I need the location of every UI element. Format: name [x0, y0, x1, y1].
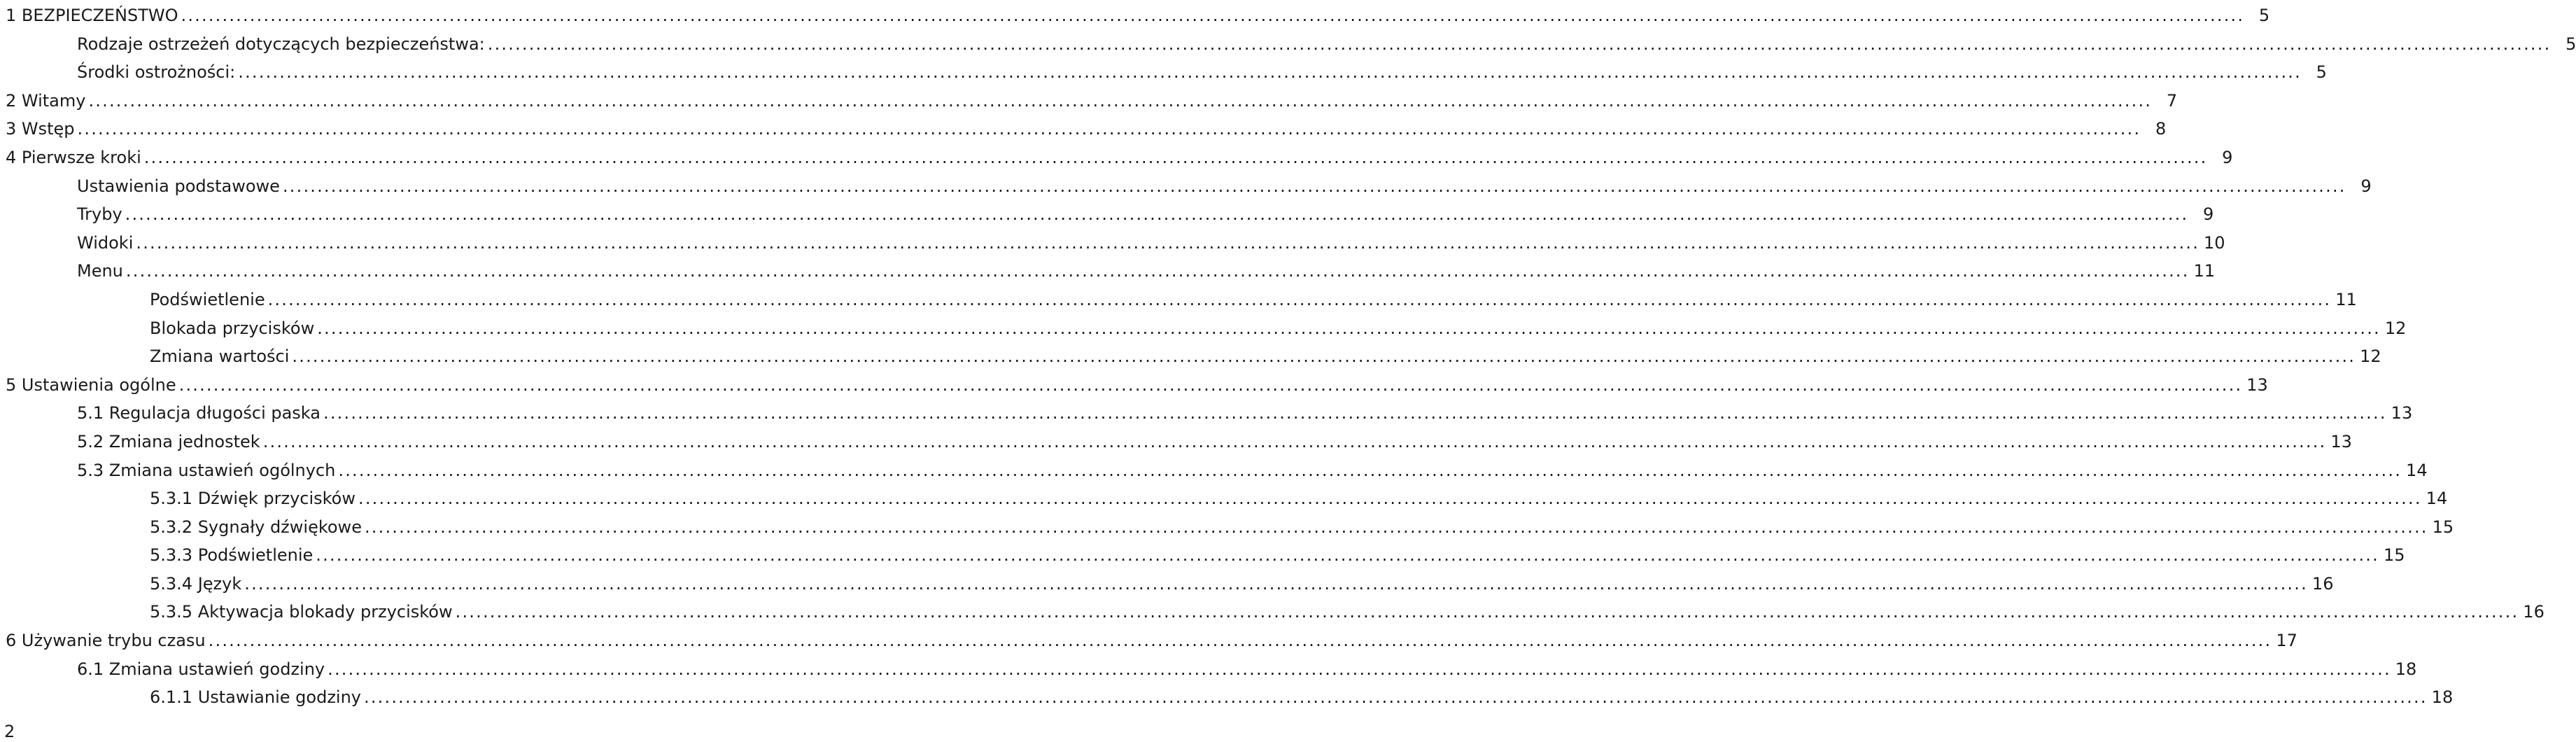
toc-dot-leader: ............................................................................................................................................................................................................................................................................................................: [178, 374, 2243, 395]
toc-entry[interactable]: [6, 570, 2334, 598]
toc-entry-page: 18: [2431, 687, 2454, 708]
toc-entry-page: 14: [2426, 489, 2448, 509]
toc-entry-page: 7: [2166, 90, 2178, 111]
toc-entry[interactable]: [6, 257, 2216, 286]
toc-entry-title: 5.3.1 Dźwięk przycisków: [150, 489, 356, 509]
toc-entry-page: 17: [2276, 631, 2297, 651]
toc-dot-leader: ............................................................................................................................................................................................................................................................................................................: [364, 517, 2428, 537]
toc-dot-leader: ............................................................................................................................................................................................................................................................................................................: [77, 119, 2141, 139]
toc-entry-title: Tryby: [77, 204, 122, 225]
toc-entry[interactable]: [6, 428, 2352, 456]
toc-dot-leader: ............................................................................................................................................................................................................................................................................................................: [244, 573, 2308, 594]
toc-dot-leader: ............................................................................................................................................................................................................................................................................................................: [125, 261, 2190, 281]
toc-entry[interactable]: [6, 683, 2454, 712]
toc-entry-title: Zmiana wartości: [150, 346, 290, 367]
toc-entry[interactable]: [6, 342, 2381, 371]
toc-entry-title: 5.3.4 Język: [150, 573, 242, 594]
toc-entry-page: 5: [2566, 34, 2576, 54]
toc-entry[interactable]: [6, 115, 2167, 144]
toc-dot-leader: ............................................................................................................................................................................................................................................................................................................: [323, 403, 2387, 424]
toc-dot-leader: ............................................................................................................................................................................................................................................................................................................: [262, 431, 2327, 451]
toc-entry-page: 16: [2311, 573, 2334, 594]
toc-entry-title: 5.1 Regulacja długości paska: [77, 403, 321, 424]
toc-entry-page: 11: [2193, 261, 2216, 281]
toc-entry-title: Środki ostrożności:: [77, 62, 236, 83]
toc-entry-title: Blokada przycisków: [150, 318, 315, 338]
toc-entry-title: 2 Witamy: [6, 90, 86, 111]
toc-entry[interactable]: [6, 456, 2428, 485]
toc-entry[interactable]: [6, 513, 2454, 542]
toc-entry[interactable]: [6, 598, 2545, 626]
toc-entry-title: 5.3.5 Aktywacja blokady przycisków: [150, 602, 453, 622]
toc-entry-page: 8: [2155, 119, 2167, 139]
toc-entry-title: Rodzaje ostrzeżeń dotyczących bezpieczeństwa:: [77, 34, 485, 54]
toc-dot-leader: ............................................................................................................................................................................................................................................................................................................: [487, 34, 2552, 54]
toc-entry-title: Menu: [77, 261, 123, 281]
toc-entry[interactable]: [6, 87, 2178, 115]
toc-entry[interactable]: [6, 200, 2214, 229]
toc-entry-title: 3 Wstęp: [6, 119, 75, 139]
toc-entry-page: 15: [2383, 545, 2405, 566]
toc-entry-page: 18: [2395, 659, 2417, 679]
toc-entry-title: 1 BEZPIECZEŃSTWO: [6, 6, 178, 25]
toc-entry-page: 5: [2258, 6, 2270, 25]
toc-dot-leader: ............................................................................................................................................................................................................................................................................................................: [316, 545, 2379, 566]
toc-dot-leader: ............................................................................................................................................................................................................................................................................................................: [338, 460, 2402, 480]
toc-entry-page: 12: [2360, 346, 2381, 367]
toc-entry-title: Podświetlenie: [150, 289, 265, 309]
toc-entry-title: 5.3 Zmiana ustawień ogólnych: [77, 460, 336, 480]
toc-entry[interactable]: [6, 399, 2413, 428]
toc-entry-page: 14: [2406, 460, 2428, 480]
toc-entry-title: Ustawienia podstawowe: [77, 176, 280, 196]
toc-dot-leader: ............................................................................................................................................................................................................................................................................................................: [181, 6, 2245, 25]
toc-entry[interactable]: [6, 229, 2225, 258]
toc-entry[interactable]: [6, 30, 2576, 59]
toc-dot-leader: ............................................................................................................................................................................................................................................................................................................: [364, 687, 2428, 708]
toc-entry-title: 5.2 Zmiana jednostek: [77, 431, 260, 451]
toc-entry[interactable]: [6, 314, 2407, 343]
toc-entry[interactable]: [6, 371, 2268, 400]
toc-entry-page: 9: [2203, 204, 2214, 225]
toc-dot-leader: ............................................................................................................................................................................................................................................................................................................: [328, 659, 2391, 679]
toc-entry[interactable]: [6, 655, 2417, 684]
toc-entry-page: 9: [2222, 147, 2233, 167]
toc-entry-title: 6.1.1 Ustawianie godziny: [150, 687, 361, 708]
toc-entry-title: Widoki: [77, 232, 134, 253]
toc-entry-page: 13: [2330, 431, 2352, 451]
toc-entry-page: 15: [2432, 517, 2454, 537]
toc-entry-title: 6 Używanie trybu czasu: [6, 631, 206, 651]
toc-dot-leader: ............................................................................................................................................................................................................................................................................................................: [358, 489, 2422, 509]
toc-entry-page: 9: [2360, 176, 2372, 196]
toc-dot-leader: ............................................................................................................................................................................................................................................................................................................: [88, 90, 2153, 111]
toc-entry[interactable]: [6, 1, 2270, 30]
page-number: 2: [4, 722, 15, 741]
toc-dot-leader: ............................................................................................................................................................................................................................................................................................................: [317, 318, 2381, 338]
toc-dot-leader: ............................................................................................................................................................................................................................................................................................................: [455, 602, 2519, 622]
toc-entry[interactable]: [6, 144, 2233, 172]
toc-entry[interactable]: [6, 484, 2448, 513]
toc-dot-leader: ............................................................................................................................................................................................................................................................................................................: [292, 346, 2356, 367]
toc-entry[interactable]: [6, 626, 2297, 655]
toc-dot-leader: ............................................................................................................................................................................................................................................................................................................: [208, 631, 2272, 651]
toc-entry-title: 4 Pierwsze kroki: [6, 147, 141, 167]
toc-entry-page: 13: [2391, 403, 2413, 424]
toc-dot-leader: ............................................................................................................................................................................................................................................................................................................: [136, 232, 2200, 253]
toc-entry-page: 10: [2204, 232, 2225, 253]
toc-entry-page: 5: [2316, 62, 2327, 83]
toc-dot-leader: ............................................................................................................................................................................................................................................................................................................: [267, 289, 2332, 309]
toc-entry-page: 16: [2523, 602, 2545, 622]
toc-dot-leader: ............................................................................................................................................................................................................................................................................................................: [238, 62, 2302, 83]
toc-dot-leader: ............................................................................................................................................................................................................................................................................................................: [282, 176, 2346, 196]
toc-entry-title: 5.3.3 Podświetlenie: [150, 545, 314, 566]
toc-dot-leader: ............................................................................................................................................................................................................................................................................................................: [125, 204, 2189, 225]
toc-entry-title: 5 Ustawienia ogólne: [6, 374, 176, 395]
toc-entry-page: 12: [2384, 318, 2407, 338]
toc-entry-title: 6.1 Zmiana ustawień godziny: [77, 659, 325, 679]
toc-entry[interactable]: [6, 172, 2372, 201]
table-of-contents: [6, 1, 2576, 712]
toc-dot-leader: ............................................................................................................................................................................................................................................................................................................: [143, 147, 2208, 167]
toc-entry[interactable]: [6, 286, 2357, 314]
toc-entry[interactable]: [6, 541, 2405, 570]
toc-entry-title: 5.3.2 Sygnały dźwiękowe: [150, 517, 362, 537]
toc-entry-page: 11: [2335, 289, 2357, 309]
toc-entry[interactable]: [6, 58, 2327, 87]
toc-entry-page: 13: [2246, 374, 2268, 395]
